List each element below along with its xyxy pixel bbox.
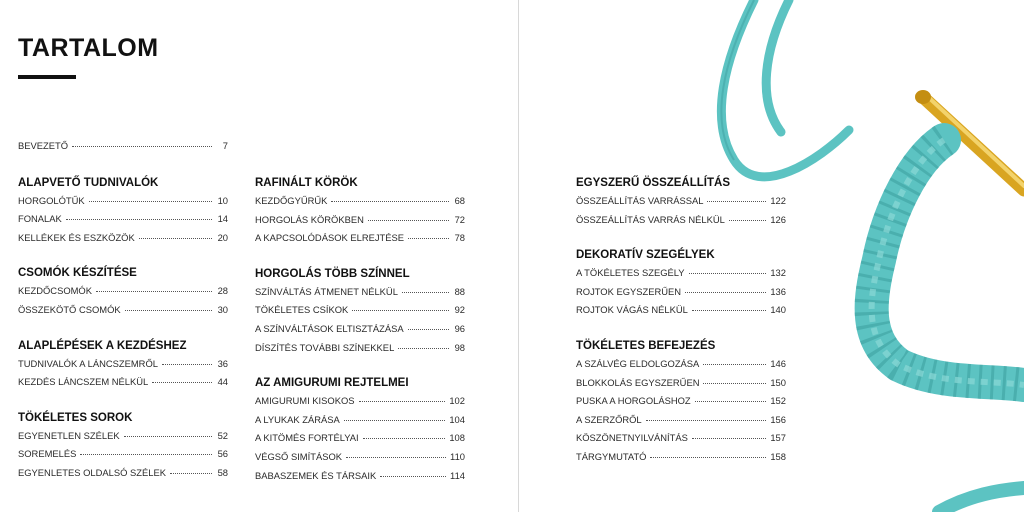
toc-entry-page: 14: [217, 213, 228, 225]
toc-entry-label: BLOKKOLÁS EGYSZERŰEN: [576, 376, 700, 388]
dot-leader: [363, 438, 446, 439]
toc-entry-page: 92: [454, 304, 465, 316]
toc-entry-label: SOREMELÉS: [18, 448, 77, 460]
dot-leader: [408, 329, 449, 330]
dot-leader: [344, 420, 446, 421]
toc-section: [255, 265, 465, 357]
toc-entry-page: 98: [454, 341, 465, 353]
toc-section-heading: AZ AMIGURUMI REJTELMEI: [255, 377, 409, 390]
dot-leader: [703, 383, 766, 384]
toc-entry[interactable]: [255, 411, 465, 430]
toc-entry-page: 114: [450, 469, 465, 481]
toc-entry[interactable]: [18, 210, 228, 229]
toc-entry-page: 104: [449, 413, 465, 425]
toc-section-heading: ALAPLÉPÉSEK A KEZDÉSHEZ: [18, 339, 187, 352]
dot-leader: [692, 438, 767, 439]
toc-entry[interactable]: [18, 427, 228, 446]
toc-entry[interactable]: [576, 411, 786, 430]
dot-leader: [72, 146, 212, 147]
toc-section: [255, 174, 465, 248]
dot-leader: [408, 238, 449, 239]
toc-entry-label: EGYENLETES OLDALSÓ SZÉLEK: [18, 466, 166, 478]
dot-leader: [352, 310, 449, 311]
toc-column-3: [576, 174, 786, 484]
toc-entry-label: KEZDŐCSOMÓK: [18, 285, 92, 297]
toc-entry-page: 68: [454, 195, 465, 206]
toc-column-2: [255, 174, 465, 502]
toc-entry-page: 102: [449, 395, 465, 407]
toc-entry[interactable]: [255, 320, 465, 339]
toc-entry-label: PUSKA A HORGOLÁSHOZ: [576, 395, 691, 407]
toc-entry-label: ÖSSZEÁLLÍTÁS VARRÁS NÉLKÜL: [576, 213, 725, 225]
toc-entry[interactable]: [576, 392, 786, 411]
right-page: [519, 0, 1024, 512]
toc-entry-label: ROJTOK VÁGÁS NÉLKÜL: [576, 304, 688, 316]
toc-entry[interactable]: [18, 192, 228, 211]
toc-section-heading: CSOMÓK KÉSZÍTÉSE: [18, 267, 137, 280]
dot-leader: [152, 382, 212, 383]
toc-entry[interactable]: [18, 137, 228, 156]
toc-entry-page: 58: [217, 466, 228, 478]
toc-entry-page: 30: [217, 303, 228, 315]
toc-entry-label: A KAPCSOLÓDÁSOK ELREJTÉSE: [255, 232, 405, 244]
toc-entry-page: 28: [217, 285, 228, 297]
toc-entry-label: HORGOLÓTŰK: [18, 194, 85, 206]
dot-leader: [692, 310, 767, 311]
toc-entry[interactable]: [576, 192, 786, 211]
dot-leader: [689, 273, 767, 274]
toc-entry-label: ÖSSZEÁLLÍTÁS VARRÁSSAL: [576, 195, 704, 206]
toc-entry-page: 88: [454, 285, 465, 297]
toc-entry[interactable]: [255, 229, 465, 248]
dot-leader: [139, 238, 212, 239]
dot-leader: [402, 292, 449, 293]
dot-leader: [66, 219, 212, 220]
dot-leader: [162, 364, 212, 365]
toc-entry[interactable]: [255, 301, 465, 320]
toc-entry[interactable]: [576, 283, 786, 302]
toc-entry[interactable]: [576, 448, 786, 467]
toc-section-heading: EGYSZERŰ ÖSSZEÁLLÍTÁS: [576, 177, 730, 189]
toc-entry-page: 44: [217, 376, 228, 388]
toc-entry-page: 140: [770, 304, 786, 316]
dot-leader: [650, 457, 766, 458]
toc-entry-label: ÖSSZEKÖTŐ CSOMÓK: [18, 303, 121, 315]
toc-entry-page: 20: [217, 231, 228, 243]
toc-entry-page: 122: [770, 195, 786, 206]
toc-entry-label: KÖSZÖNETNYILVÁNÍTÁS: [576, 432, 688, 444]
toc-section-heading: RAFINÁLT KÖRÖK: [255, 177, 358, 189]
toc-entry[interactable]: [255, 283, 465, 302]
dot-leader: [96, 291, 212, 292]
dot-leader: [124, 436, 212, 437]
toc-entry[interactable]: [576, 264, 786, 283]
toc-entry[interactable]: [255, 339, 465, 358]
toc-entry-page: 150: [770, 376, 786, 388]
toc-entry[interactable]: [18, 373, 228, 392]
toc-entry[interactable]: [255, 211, 465, 230]
toc-section: [18, 337, 228, 392]
toc-entry-page: 126: [770, 213, 786, 225]
dot-leader: [89, 201, 212, 202]
toc-entry[interactable]: [576, 429, 786, 448]
toc-entry[interactable]: [255, 392, 465, 411]
toc-section-heading: TÖKÉLETES BEFEJEZÉS: [576, 339, 716, 352]
toc-entry-page: 152: [770, 395, 786, 407]
dot-leader: [695, 401, 767, 402]
toc-entry-page: 78: [454, 232, 465, 244]
toc-entry[interactable]: [18, 282, 228, 301]
toc-section: [18, 174, 228, 248]
dot-leader: [80, 454, 212, 455]
toc-entry-label: A KITÖMÉS FORTÉLYAI: [255, 432, 359, 444]
toc-section-heading: HORGOLÁS TÖBB SZÍNNEL: [255, 267, 410, 280]
toc-entry[interactable]: [255, 429, 465, 448]
toc-entry[interactable]: [18, 445, 228, 464]
toc-entry-page: 96: [454, 322, 465, 334]
toc-entry-label: FONALAK: [18, 213, 62, 225]
toc-entry[interactable]: [255, 467, 465, 486]
toc-column-1: [18, 137, 228, 500]
dot-leader: [331, 201, 449, 202]
dot-leader: [685, 292, 766, 293]
dot-leader: [380, 476, 446, 477]
toc-entry-page: 52: [217, 429, 228, 441]
toc-section-heading: TÖKÉLETES SOROK: [18, 411, 133, 424]
toc-entry-label: DÍSZÍTÉS TOVÁBBI SZÍNEKKEL: [255, 341, 395, 353]
toc-entry-label: TÖKÉLETES CSÍKOK: [255, 304, 349, 316]
dot-leader: [398, 348, 449, 349]
toc-entry[interactable]: [576, 211, 786, 230]
toc-section: [576, 337, 786, 467]
dot-leader: [368, 220, 449, 221]
toc-entry-page: 158: [770, 450, 786, 462]
toc-entry-label: TÁRGYMUTATÓ: [576, 450, 647, 462]
toc-entry-page: 56: [217, 448, 228, 460]
toc-entry-page: 157: [770, 432, 786, 444]
toc-entry-page: 136: [770, 285, 786, 297]
toc-entry[interactable]: [18, 229, 228, 248]
toc-entry-label: KEZDÉS LÁNCSZEM NÉLKÜL: [18, 376, 149, 388]
dot-leader: [646, 420, 767, 421]
dot-leader: [346, 457, 446, 458]
dot-leader: [125, 310, 212, 311]
toc-entry-label: A TÖKÉLETES SZEGÉLY: [576, 267, 685, 279]
toc-entry-label: SZÍNVÁLTÁS ÁTMENET NÉLKÜL: [255, 285, 398, 297]
toc-entry[interactable]: [255, 448, 465, 467]
toc-entry-page: 110: [450, 450, 465, 462]
toc-entry-page: 146: [770, 357, 786, 369]
toc-entry-label: KELLÉKEK ÉS ESZKÖZÖK: [18, 231, 135, 243]
toc-section: [576, 246, 786, 320]
toc-entry-page: 156: [770, 413, 786, 425]
dot-leader: [170, 473, 212, 474]
toc-entry[interactable]: [255, 192, 465, 211]
toc-entry[interactable]: [18, 301, 228, 320]
toc-intro: [18, 137, 228, 156]
dot-leader: [359, 401, 446, 402]
toc-entry-page: 7: [222, 140, 228, 151]
toc-entry-page: 36: [217, 357, 228, 369]
toc-section: [255, 374, 465, 485]
toc-entry[interactable]: [576, 301, 786, 320]
toc-entry-label: BEVEZETŐ: [18, 140, 69, 151]
toc-entry[interactable]: [576, 374, 786, 393]
toc-entry-page: 108: [449, 432, 465, 444]
toc-entry-label: A LYUKAK ZÁRÁSA: [255, 413, 340, 425]
toc-entry-label: A SZERZŐRŐL: [576, 413, 642, 425]
toc-entry-page: 72: [454, 213, 465, 225]
title-underline: [18, 75, 76, 79]
toc-entry-page: 10: [217, 194, 228, 206]
dot-leader: [707, 201, 766, 202]
toc-section: [18, 264, 228, 319]
toc-section-heading: ALAPVETŐ TUDNIVALÓK: [18, 176, 159, 189]
dot-leader: [729, 220, 767, 221]
toc-entry-label: VÉGSŐ SIMÍTÁSOK: [255, 450, 342, 462]
toc-entry[interactable]: [18, 355, 228, 374]
toc-entry-label: AMIGURUMI KISOKOS: [255, 395, 355, 407]
toc-entry-label: HORGOLÁS KÖRÖKBEN: [255, 213, 364, 225]
toc-entry-label: EGYENETLEN SZÉLEK: [18, 429, 120, 441]
toc-entry-label: KEZDŐGYŰRŰK: [255, 195, 328, 206]
toc-section: [18, 409, 228, 483]
toc-entry[interactable]: [576, 355, 786, 374]
toc-entry-label: BABASZEMEK ÉS TÁRSAIK: [255, 469, 377, 481]
toc-entry-label: ROJTOK EGYSZERŰEN: [576, 285, 682, 297]
toc-entry-page: 132: [770, 267, 786, 279]
toc-section: [576, 174, 786, 229]
page-title: TARTALOM: [18, 34, 159, 62]
toc-entry-label: TUDNIVALÓK A LÁNCSZEMRŐL: [18, 357, 158, 369]
toc-section-heading: DEKORATÍV SZEGÉLYEK: [576, 249, 715, 262]
toc-entry-label: A SZÍNVÁLTÁSOK ELTISZTÁZÁSA: [255, 322, 404, 334]
dot-leader: [703, 364, 766, 365]
toc-entry-label: A SZÁLVÉG ELDOLGOZÁSA: [576, 357, 700, 369]
toc-entry[interactable]: [18, 464, 228, 483]
